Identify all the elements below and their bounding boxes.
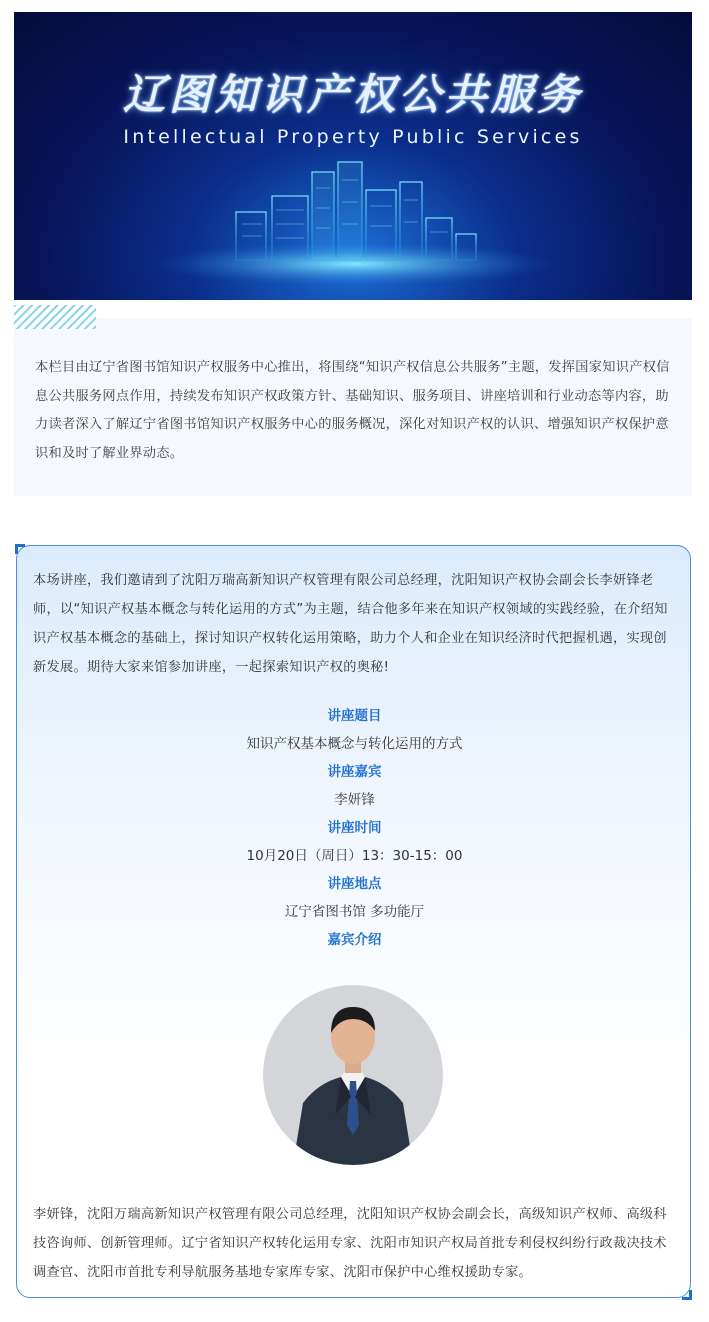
guest-label: 讲座嘉宾 [327, 764, 382, 780]
city-skyline-graphic [14, 12, 692, 300]
guest-value: 李妍锋 [334, 792, 375, 808]
guest-avatar [263, 985, 443, 1165]
topic-value: 知识产权基本概念与转化运用的方式 [246, 736, 463, 752]
card-corner-bottom-right [682, 1290, 692, 1300]
place-label: 讲座地点 [327, 876, 382, 892]
banner [14, 12, 692, 300]
lecture-card [16, 545, 691, 1298]
column-intro-text: 本栏目由辽宁省图书馆知识产权服务中心推出，将围绕“知识产权信息公共服务”主题，发挥国家知识产权信息公共服务网点作用，持续发布知识产权政策方针、基础知识、服务项目、讲座培训和行业动态等内容，助力读者深入了解辽宁省图书馆知识产权服务中心的服务概况，深化对知识产权的认识、增强知识产权保护意识和及时了解业界动态。 [35, 360, 670, 461]
time-value: 10月20日（周日）13：30-15：00 [246, 848, 463, 864]
guest-bio-text: 李妍锋，沈阳万瑞高新知识产权管理有限公司总经理，沈阳知识产权协会副会长，高级知识产权师、高级科技咨询师、创新管理师。辽宁省知识产权转化运用专家、沈阳市知识产权局首批专利侵权纠纷行政裁决技术调查官、沈阳市首批专利导航服务基地专家库专家、沈阳市保护中心维权援助专家。 [33, 1207, 667, 1280]
lecture-intro-text: 本场讲座，我们邀请到了沈阳万瑞高新知识产权管理有限公司总经理，沈阳知识产权协会副会长李妍锋老师，以“知识产权基本概念与转化运用的方式”为主题，结合他多年来在知识产权领域的实践经验，在介绍知识产权基本概念的基础上，探讨知识产权转化运用策略，助力个人和企业在知识经济时代把握机遇，实现创新发展。期待大家来馆参加讲座，一起探索知识产权的奥秘! [33, 573, 668, 675]
bio-label: 嘉宾介绍 [327, 932, 382, 948]
column-intro-box [14, 318, 692, 496]
time-label: 讲座时间 [327, 820, 382, 836]
place-value: 辽宁省图书馆 多功能厅 [284, 904, 425, 920]
banner-subtitle: Intellectual Property Public Services [123, 126, 583, 148]
guest-portrait-graphic [263, 985, 443, 1165]
card-corner-top-left [15, 544, 25, 554]
topic-label: 讲座题目 [327, 708, 382, 724]
stripe-decoration [14, 305, 96, 329]
banner-title: 辽图知识产权公共服务 [122, 70, 583, 119]
